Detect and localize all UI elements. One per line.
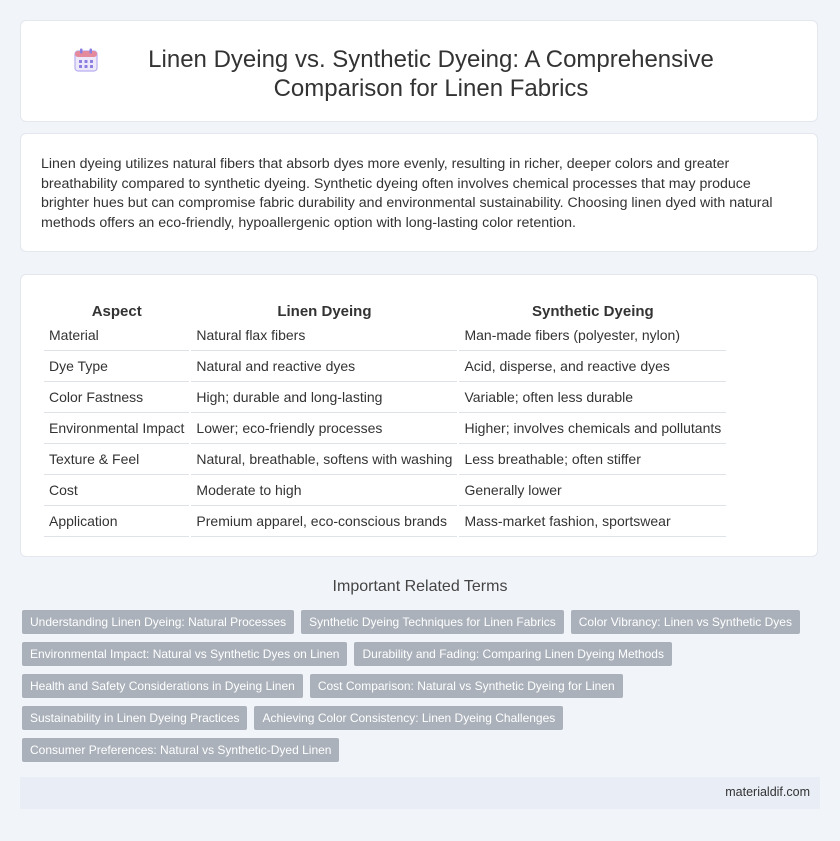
table-cell: Generally lower — [459, 475, 726, 506]
table-cell: Moderate to high — [191, 475, 457, 506]
intro-card — [20, 133, 818, 252]
table-cell: Higher; involves chemicals and pollutants — [459, 413, 726, 444]
column-header-linen: Linen Dyeing — [277, 303, 372, 320]
table-cell: Natural and reactive dyes — [191, 351, 457, 382]
related-term-tag[interactable]: Synthetic Dyeing Techniques for Linen Fabrics — [301, 610, 564, 634]
column-header-synthetic: Synthetic Dyeing — [532, 303, 654, 320]
footer-site-link[interactable]: materialdif.com — [725, 785, 810, 799]
comparison-table — [42, 295, 728, 537]
column-header-aspect: Aspect — [91, 303, 142, 320]
related-term-tag[interactable]: Cost Comparison: Natural vs Synthetic Dyeing for Linen — [310, 674, 623, 698]
table-cell: Mass-market fashion, sportswear — [459, 506, 726, 537]
related-term-tag[interactable]: Environmental Impact: Natural vs Synthetic Dyes on Linen — [22, 642, 347, 666]
title-card — [20, 20, 818, 122]
table-cell: Variable; often less durable — [459, 382, 726, 413]
table-row — [44, 413, 726, 444]
table-cell: Natural, breathable, softens with washing — [191, 444, 457, 475]
table-cell: Material — [44, 320, 189, 351]
comparison-card — [20, 274, 818, 557]
related-term-tag[interactable]: Understanding Linen Dyeing: Natural Processes — [22, 610, 294, 634]
table-row — [44, 382, 726, 413]
related-term-tag[interactable]: Sustainability in Linen Dyeing Practices — [22, 706, 247, 730]
related-term-tag[interactable]: Health and Safety Considerations in Dyeing Linen — [22, 674, 303, 698]
footer — [20, 777, 820, 809]
table-cell: Natural flax fibers — [191, 320, 457, 351]
table-cell: Man-made fibers (polyester, nylon) — [459, 320, 726, 351]
table-cell: Texture & Feel — [44, 444, 189, 475]
related-term-tag[interactable]: Consumer Preferences: Natural vs Synthetic-Dyed Linen — [22, 738, 339, 762]
calendar-icon — [73, 47, 99, 73]
table-cell: Less breathable; often stiffer — [459, 444, 726, 475]
table-row — [44, 351, 726, 382]
table-cell: Environmental Impact — [44, 413, 189, 444]
table-cell: Dye Type — [44, 351, 189, 382]
related-term-tag[interactable]: Achieving Color Consistency: Linen Dyeing Challenges — [254, 706, 563, 730]
table-row — [44, 506, 726, 537]
table-cell: Application — [44, 506, 189, 537]
table-cell: Premium apparel, eco-conscious brands — [191, 506, 457, 537]
related-term-tag[interactable]: Durability and Fading: Comparing Linen Dyeing Methods — [354, 642, 672, 666]
related-term-tag[interactable]: Color Vibrancy: Linen vs Synthetic Dyes — [571, 610, 800, 634]
table-cell: High; durable and long-lasting — [191, 382, 457, 413]
table-row — [44, 444, 726, 475]
table-row — [44, 475, 726, 506]
table-cell: Acid, disperse, and reactive dyes — [459, 351, 726, 382]
related-terms-list — [22, 610, 812, 762]
table-header-row — [44, 295, 726, 320]
related-terms-heading: Important Related Terms — [332, 578, 508, 595]
table-cell: Lower; eco-friendly processes — [191, 413, 457, 444]
table-cell: Cost — [44, 475, 189, 506]
intro-paragraph: Linen dyeing utilizes natural fibers that absorb dyes more evenly, resulting in richer, deeper colors and greater breathability compared to synthetic dyeing. Synthetic dyeing often involves chemical processes that may produce brighter hues but can compromise fabric durability and environmental sustainability. Choosing linen dyed with natural methods offers an eco-friendly, hypoallergenic option with long-lasting color retention. — [41, 156, 773, 231]
table-row — [44, 320, 726, 351]
page-title: Linen Dyeing vs. Synthetic Dyeing: A Comprehensive Comparison for Linen Fabrics — [148, 46, 714, 102]
table-cell: Color Fastness — [44, 382, 189, 413]
